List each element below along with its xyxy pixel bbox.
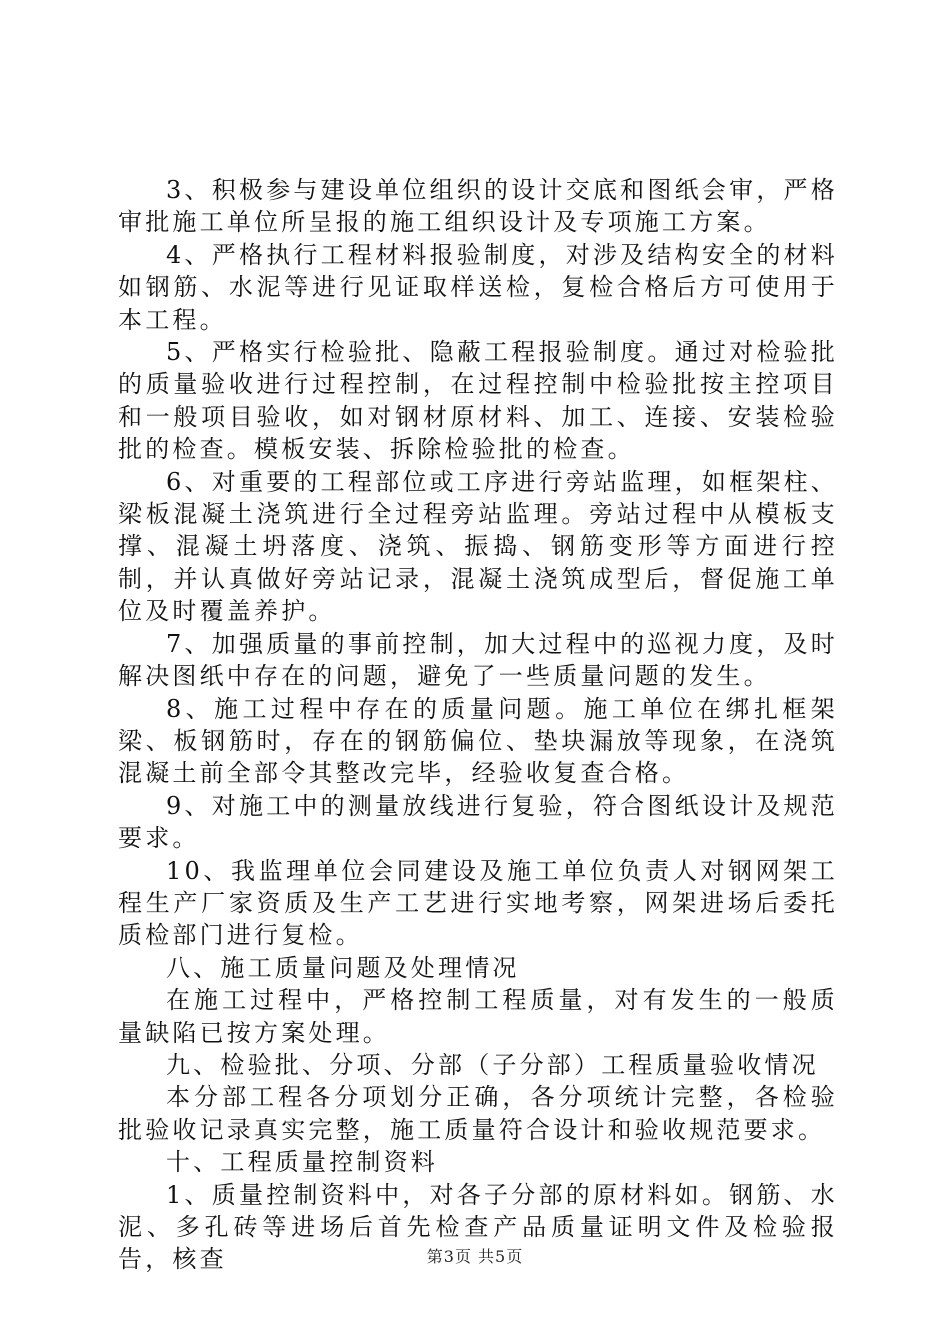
document-body (118, 174, 838, 1276)
section-heading-9: 九、检验批、分项、分部（子分部）工程质量验收情况 (166, 1050, 819, 1079)
paragraph-item-5: 5、严格实行检验批、隐蔽工程报验制度。通过对检验批的质量验收进行过程控制，在过程控制中检验批按主控项目和一般项目验收，如对钢材原材料、加工、连接、安装检验批的检查。模板安装、拆除检验批的检查。 (118, 338, 838, 464)
paragraph-item-6: 6、对重要的工程部位或工序进行旁站监理，如框架柱、梁板混凝土浇筑进行全过程旁站监理。旁站过程中从模板支撑、混凝土坍落度、浇筑、振捣、钢筋变形等方面进行控制，并认真做好旁站记录，混凝土浇筑成型后，督促施工单位及时覆盖养护。 (118, 467, 838, 626)
section-heading-8: 八、施工质量问题及处理情况 (166, 953, 520, 982)
paragraph-item-10-1: 1、质量控制资料中，对各子分部的原材料如。钢筋、水泥、多孔砖等进场后首先检查产品质量证明文件及检验报告，核查 (118, 1180, 838, 1274)
page-number-footer: 第3页 共5页 (426, 1247, 524, 1266)
paragraph-item-4: 4、严格执行工程材料报验制度，对涉及结构安全的材料如钢筋、水泥等进行见证取样送检，复检合格后方可使用于本工程。 (118, 240, 838, 334)
paragraph-item-8: 8、施工过程中存在的质量问题。施工单位在绑扎框架梁、板钢筋时，存在的钢筋偏位、垫块漏放等现象，在浇筑混凝土前全部令其整改完毕，经验收复查合格。 (118, 694, 838, 788)
section-body-8: 在施工过程中，严格控制工程质量，对有发生的一般质量缺陷已按方案处理。 (118, 986, 838, 1047)
paragraph-item-10: 10、我监理单位会同建设及施工单位负责人对钢网架工程生产厂家资质及生产工艺进行实地考察，网架进场后委托质检部门进行复检。 (118, 856, 838, 950)
section-heading-10: 十、工程质量控制资料 (166, 1148, 438, 1177)
paragraph-item-3: 3、积极参与建设单位组织的设计交底和图纸会审，严格审批施工单位所呈报的施工组织设计及专项施工方案。 (118, 176, 838, 237)
section-body-9: 本分部工程各分项划分正确，各分项统计完整，各检验批验收记录真实完整，施工质量符合设计和验收规范要求。 (118, 1083, 838, 1144)
paragraph-item-9: 9、对施工中的测量放线进行复验，符合图纸设计及规范要求。 (118, 791, 838, 853)
paragraph-item-7: 7、加强质量的事前控制，加大过程中的巡视力度，及时解决图纸中存在的问题，避免了一些质量问题的发生。 (118, 629, 838, 691)
